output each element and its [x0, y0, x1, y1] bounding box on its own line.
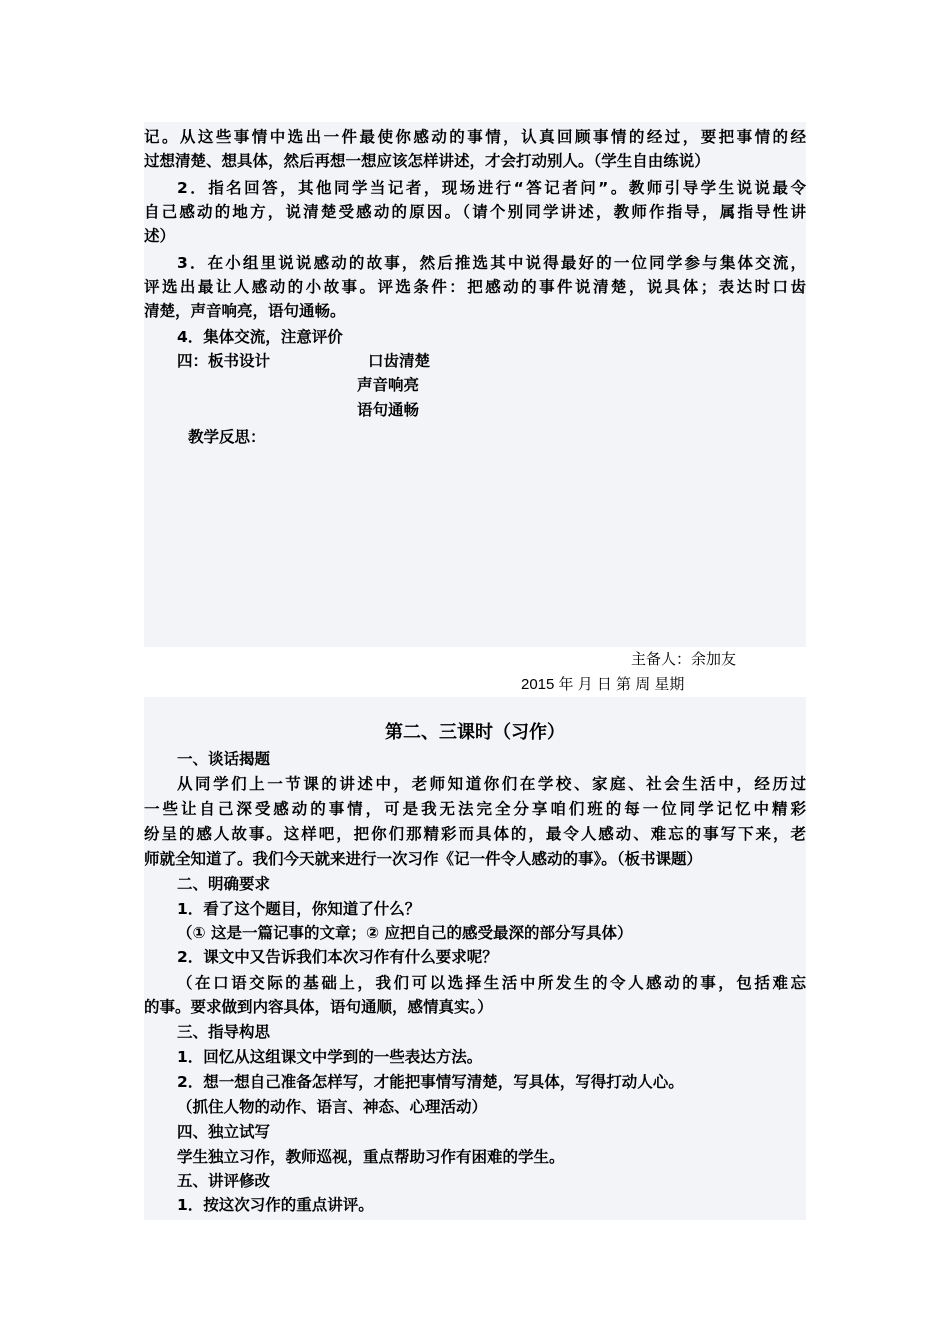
board-item: 语句通畅: [357, 401, 420, 419]
text-line: 述）: [144, 227, 176, 245]
text-line: 纷呈的感人故事。这样吧，把你们那精彩而具体的，最令人感动、难忘的事写下来，老: [144, 825, 806, 843]
text-line: 1．看了这个题目，你知道了什么？: [177, 900, 421, 918]
text-line: 2．想一想自己准备怎样写，才能把事情写清楚，写具体，写得打动人心。: [177, 1073, 684, 1091]
text-line: 2．课文中又告诉我们本次习作有什么要求呢？: [177, 948, 498, 966]
text-line: 1．回忆从这组课文中学到的一些表达方法。: [177, 1048, 483, 1066]
text-line: 评选出最让人感动的小故事。评选条件：把感动的事件说清楚，说具体；表达时口齿: [144, 278, 806, 296]
heading: 五、讲评修改: [177, 1172, 271, 1190]
text-line: 1．按这次习作的重点讲评。: [177, 1196, 374, 1214]
lesson-section-2: [144, 697, 806, 1220]
heading: 二、明确要求: [177, 875, 271, 893]
text-line: 4．集体交流，注意评价: [177, 328, 343, 346]
text-line: （在口语交际的基础上，我们可以选择生活中所发生的令人感动的事，包括难忘: [177, 974, 806, 992]
date-line: 2015 年 月 日 第 周 星期: [521, 676, 685, 693]
heading: 一、谈话揭题: [177, 750, 271, 768]
heading: 四、独立试写: [177, 1123, 271, 1141]
text-line: 过想清楚、想具体，然后再想一想应该怎样讲述，才会打动别人。（学生自由练说）: [144, 152, 710, 170]
text-line: 一些让自己深受感动的事情，可是我无法完全分享咱们班的每一位同学记忆中精彩: [144, 800, 806, 818]
heading: 三、指导构思: [177, 1023, 271, 1041]
text-line: 清楚，声音响亮，语句通畅。: [144, 302, 346, 320]
board-item: 口齿清楚: [368, 352, 431, 370]
section-title: 第二、三课时（习作）: [385, 722, 565, 743]
text-line: （① 这是一篇记事的文章；② 应把自己的感受最深的部分写具体）: [177, 924, 633, 942]
text-line: （抓住人物的动作、语言、神态、心理活动）: [177, 1098, 488, 1116]
board-design-label: 四：板书设计: [177, 352, 271, 370]
text-line: 自己感动的地方，说清楚受感动的原因。（请个别同学讲述，教师作指导，属指导性讲: [144, 203, 806, 221]
text-line: 从同学们上一节课的讲述中，老师知道你们在学校、家庭、社会生活中，经历过: [177, 775, 806, 793]
text-line: 学生独立习作，教师巡视，重点帮助习作有困难的学生。: [177, 1148, 565, 1166]
text-line: 记。从这些事情中选出一件最使你感动的事情，认真回顾事情的经过，要把事情的经: [144, 128, 806, 146]
lesson-section-1: [144, 122, 806, 647]
text-line: 师就全知道了。我们今天就来进行一次习作《记一件令人感动的事》。（板书课题）: [144, 850, 703, 868]
reflection-label: 教学反思：: [188, 428, 266, 446]
text-line: 3．在小组里说说感动的故事，然后推选其中说得最好的一位同学参与集体交流，: [177, 254, 806, 272]
preparer-line: 主备人：余加友: [631, 651, 737, 668]
board-item: 声音响亮: [357, 376, 420, 394]
text-line: 2．指名回答，其他同学当记者，现场进行“答记者问”。教师引导学生说说最令: [177, 179, 806, 197]
text-line: 的事。要求做到内容具体，语句通顺，感情真实。）: [144, 998, 493, 1016]
